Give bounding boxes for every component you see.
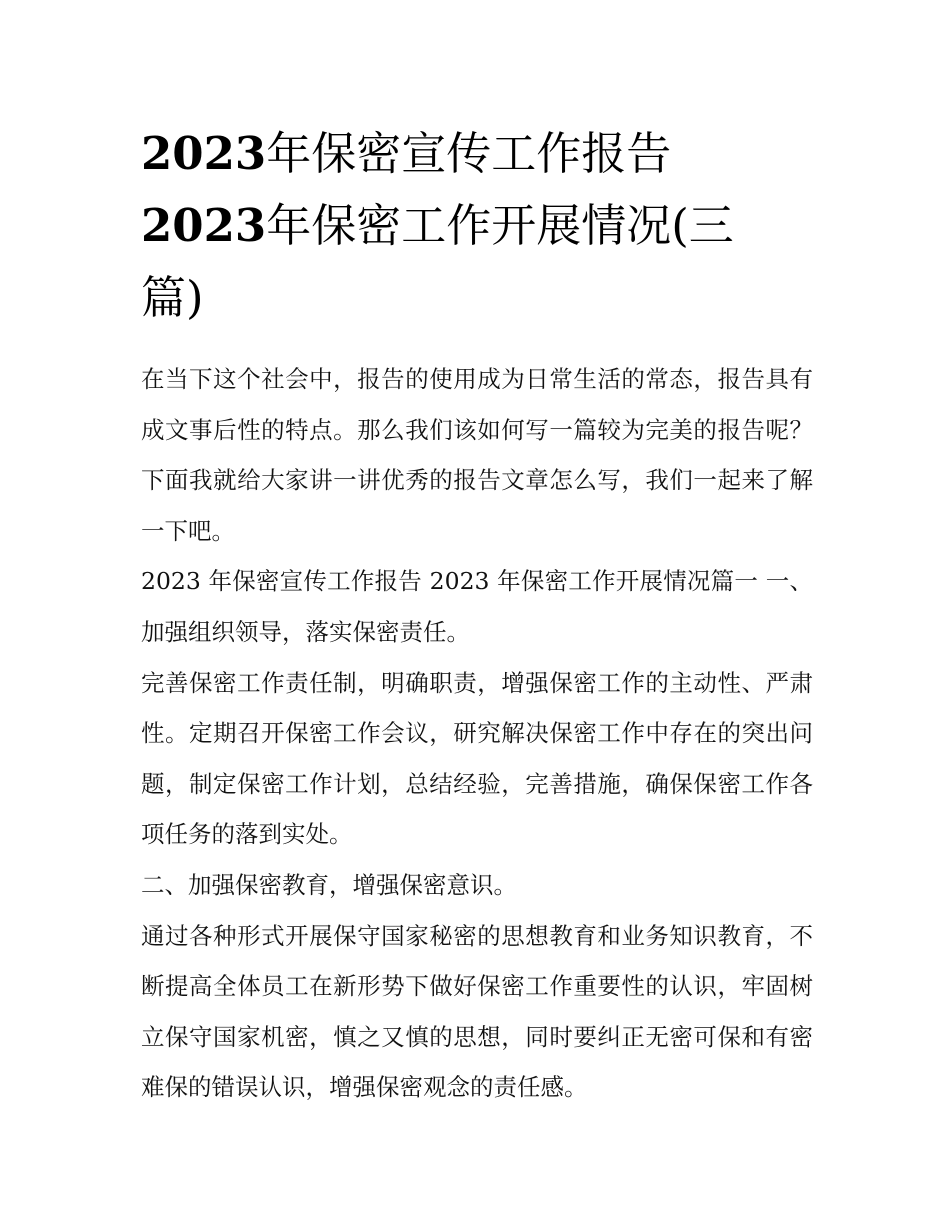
title-line-1	[141, 118, 813, 190]
paragraph-education: 通过各种形式开展保守国家秘密的思想教育和业务知识教育，不断提高全体员工在新形势下做好保密工作重要性的认识，牢固树立保守国家机密，慎之又慎的思想，同时要纠正无密可保和有密难保的错误认识，增强保密观念的责任感。	[141, 921, 813, 1102]
paragraph-responsibility: 完善保密工作责任制，明确职责，增强保密工作的主动性、严肃性。定期召开保密工作会议，研究解决保密工作中存在的突出问题，制定保密工作计划，总结经验，完善措施，确保保密工作各项任务的落到实处。	[141, 668, 813, 849]
title-year-1: 2023	[141, 127, 267, 180]
title-line-2	[141, 190, 813, 262]
title-year-2: 2023	[141, 199, 267, 252]
document-content	[141, 118, 813, 1113]
document-title	[141, 118, 813, 334]
title-line-3	[141, 262, 813, 334]
title-text-3: 篇)	[141, 271, 204, 324]
document-body	[141, 354, 813, 1113]
paragraph-section-two-heading: 二、加强保密教育，增强保密意识。	[141, 870, 517, 899]
title-text-2: 年保密工作开展情况(三	[266, 199, 734, 252]
paragraph-intro: 在当下这个社会中，报告的使用成为日常生活的常态，报告具有成文事后性的特点。那么我们该如何写一篇较为完美的报告呢？下面我就给大家讲一讲优秀的报告文章怎么写，我们一起来了解一下吧。	[141, 365, 813, 545]
title-text-1: 年保密宣传工作报告	[266, 127, 672, 180]
paragraph-section-heading: 2023 年保密宣传工作报告 2023 年保密工作开展情况篇一 一、加强组织领导，落实保密责任。	[141, 567, 813, 646]
